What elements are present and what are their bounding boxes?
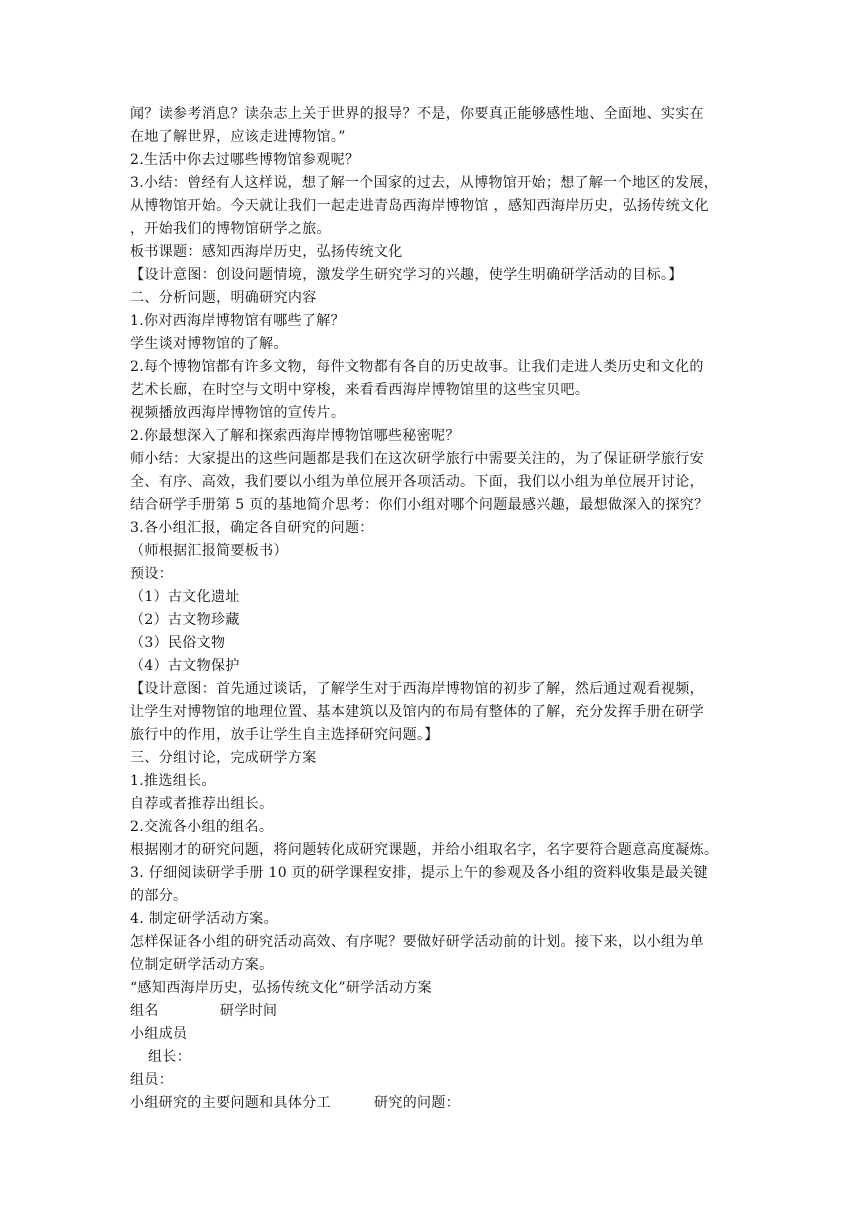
text-line: 视频播放西海岸博物馆的宣传片。	[130, 405, 346, 421]
list-item: （3）民俗文物	[130, 635, 226, 651]
document-body	[130, 103, 732, 1115]
question-line: 1.你对西海岸博物馆有哪些了解？	[130, 313, 345, 329]
text-line: 让学生对博物馆的地理位置、基本建筑以及馆内的布局有整体的了解，充分发挥手册在研学	[130, 704, 704, 720]
text-line: 怎样保证各小组的研究活动高效、有序呢？要做好研学活动前的计划。接下来，以小组为单	[130, 934, 704, 950]
form-row-issue	[130, 1092, 732, 1115]
group-name-label: 组名	[130, 1003, 159, 1019]
member-label: 组员：	[130, 1072, 174, 1088]
research-question-label: 研究的问题：	[374, 1095, 461, 1111]
text-line: 的部分。	[130, 888, 188, 904]
text-line: 在地了解世界，应该走进博物馆。”	[130, 129, 346, 145]
leader-label: 组长：	[148, 1049, 192, 1065]
text-line: 4. 制定研学活动方案。	[130, 911, 279, 927]
list-item: （4）古文物保护	[130, 658, 240, 674]
text-line: 位制定研学活动方案。	[130, 957, 274, 973]
text-line: 3. 仔细阅读研学手册 10 页的研学课程安排，提示上午的参观及各小组的资料收集是最关键	[130, 865, 708, 881]
list-item: （1）古文化遗址	[130, 589, 240, 605]
text-line: 根据刚才的研究问题，将问题转化成研究课题，并给小组取名字，名字要符合题意高度凝炼。	[130, 842, 719, 858]
plan-title: “感知西海岸历史，弘扬传统文化”研学活动方案	[130, 980, 433, 996]
text-line: 闻？读参考消息？读杂志上关于世界的报导？不是，你要真正能够感性地、全面地、实实在	[130, 106, 704, 122]
text-line: 1.推选组长。	[130, 773, 216, 789]
text-line: 结合研学手册第 5 页的基地简介思考：你们小组对哪个问题最感兴趣，最想做深入的探究？	[130, 497, 709, 513]
question-line: 2.你最想深入了解和探索西海岸博物馆哪些秘密呢？	[130, 428, 460, 444]
main-issue-label: 小组研究的主要问题和具体分工	[130, 1095, 331, 1111]
question-line: 2.生活中你去过哪些博物馆参观呢？	[130, 152, 360, 168]
design-intent-note: 【设计意图：首先通过谈话，了解学生对于西海岸博物馆的初步了解，然后通过观看视频，	[130, 681, 704, 697]
research-time-label: 研学时间	[220, 1003, 278, 1019]
section-heading: 二、分析问题，明确研究内容	[130, 290, 317, 306]
text-line: 2.每个博物馆都有许多文物，每件文物都有各自的历史故事。让我们走进人类历史和文化的	[130, 359, 704, 375]
list-item: （2）古文物珍藏	[130, 612, 240, 628]
text-line: 自荐或者推荐出组长。	[130, 796, 274, 812]
text-line: 全、有序、高效，我们要以小组为单位展开各项活动。下面，我们以小组为单位展开讨论，	[130, 474, 704, 490]
text-line: 旅行中的作用，放手让学生自主选择研究问题。】	[130, 727, 439, 743]
design-intent-note: 【设计意图：创设问题情境，激发学生研究学习的兴趣，使学生明确研学活动的目标。】	[130, 267, 683, 283]
text-line: 2.交流各小组的组名。	[130, 819, 274, 835]
text-line: 从博物馆开始。今天就让我们一起走进青岛西海岸博物馆 ，感知西海岸历史，弘扬传统文化	[130, 198, 709, 214]
members-label: 小组成员	[130, 1026, 188, 1042]
summary-line: 3.小结：曾经有人这样说，想了解一个国家的过去，从博物馆开始；想了解一个地区的发展，	[130, 175, 719, 191]
text-line: 预设：	[130, 566, 174, 582]
section-heading: 三、分组讨论，完成研学方案	[130, 750, 317, 766]
text-line: 学生谈对博物馆的了解。	[130, 336, 288, 352]
form-row-group	[130, 1000, 732, 1023]
summary-line: 师小结：大家提出的这些问题都是我们在这次研学旅行中需要关注的，为了保证研学旅行安	[130, 451, 704, 467]
board-title-line: 板书课题：感知西海岸历史，弘扬传统文化	[130, 244, 403, 260]
text-line: 艺术长廊，在时空与文明中穿梭，来看看西海岸博物馆里的这些宝贝吧。	[130, 382, 590, 398]
text-line: 3.各小组汇报，确定各自研究的问题：	[130, 520, 374, 536]
text-line: （师根据汇报简要板书）	[130, 543, 288, 559]
text-line: ，开始我们的博物馆研学之旅。	[130, 221, 331, 237]
